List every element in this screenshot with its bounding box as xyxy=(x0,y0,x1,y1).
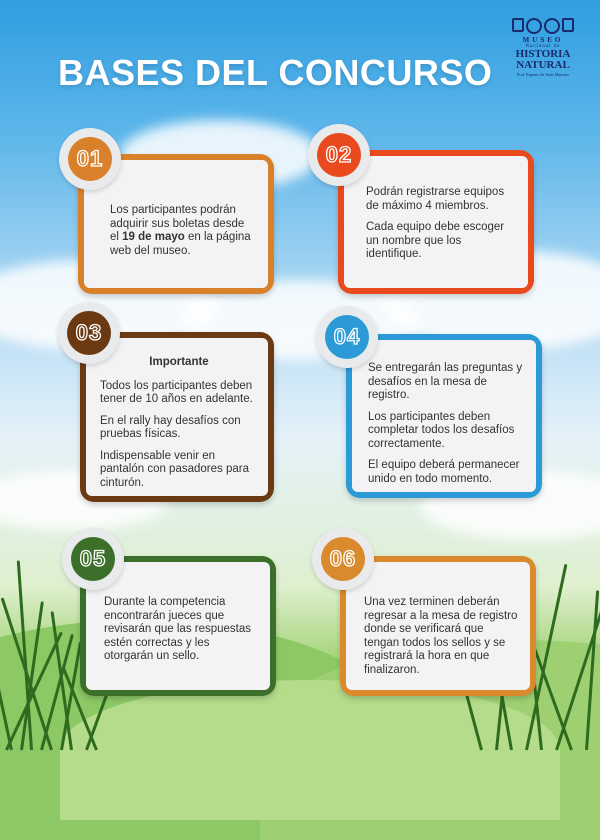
museum-logo xyxy=(502,18,584,77)
rule-04-text-1: Se entregarán las preguntas y desafíos en la mesa de registro. xyxy=(368,362,523,401)
badge-05 xyxy=(62,528,124,590)
rule-06-text: Una vez terminen deberán regresar a la mesa de registro donde se verificará que tengan todos los sellos y se registrará la hora en que finalizaron. xyxy=(364,596,518,676)
rule-01-text: Los participantes podrán adquirir sus boletas desde el 19 de mayo en la página web del museo. xyxy=(110,204,251,257)
rule-04-text-2: Los participantes deben completar todos los desafíos correctamente. xyxy=(368,410,515,450)
rule-03-text-3: Indispensable venir en pantalón con pasadores para cinturón. xyxy=(100,449,249,489)
badge-number: 02 xyxy=(325,142,353,167)
page-title: BASES DEL CONCURSO xyxy=(58,52,493,93)
rule-02-text-2: Cada equipo debe escoger un nombre que los identifique. xyxy=(366,221,505,260)
logo-line-3: HISTORIA xyxy=(515,48,571,60)
logo-line-1: MUSEO xyxy=(522,36,564,44)
rule-04-text-3: El equipo deberá permanecer unido en todo momento. xyxy=(368,459,520,485)
rule-03-text-2: En el rally hay desafíos con pruebas físicas. xyxy=(100,414,241,440)
badge-number: 01 xyxy=(76,146,104,171)
rule-card-02 xyxy=(338,150,534,294)
rule-card-03 xyxy=(80,332,274,502)
badge-04 xyxy=(316,306,378,368)
rule-card-06 xyxy=(340,556,536,696)
logo-line-2: Nacional de xyxy=(525,44,561,49)
rule-card-04 xyxy=(346,334,542,498)
badge-02 xyxy=(308,124,370,186)
badge-number: 05 xyxy=(79,546,107,571)
logo-line-5: Prof. Eugenio de Jesús Marcano xyxy=(517,72,569,77)
logo-mark-icon xyxy=(502,18,584,34)
rule-03-text-1: Todos los participantes deben tener de 10 años en adelante. xyxy=(100,379,253,405)
badge-06 xyxy=(312,528,374,590)
rule-02-text-1: Podrán registrarse equipos de máximo 4 miembros. xyxy=(366,186,505,212)
logo-line-4: NATURAL xyxy=(516,59,570,71)
badge-number: 03 xyxy=(75,320,103,345)
badge-number: 04 xyxy=(333,324,361,349)
rule-01-date: 19 de mayo xyxy=(122,231,185,243)
rule-03-heading: Importante xyxy=(149,356,209,368)
badge-03 xyxy=(58,302,120,364)
badge-01 xyxy=(59,128,121,190)
rule-05-text: Durante la competencia encontrarán jueces que revisarán que las respuestas estén correctas y les otorgarán un sello. xyxy=(104,596,252,662)
badge-number: 06 xyxy=(329,546,357,571)
